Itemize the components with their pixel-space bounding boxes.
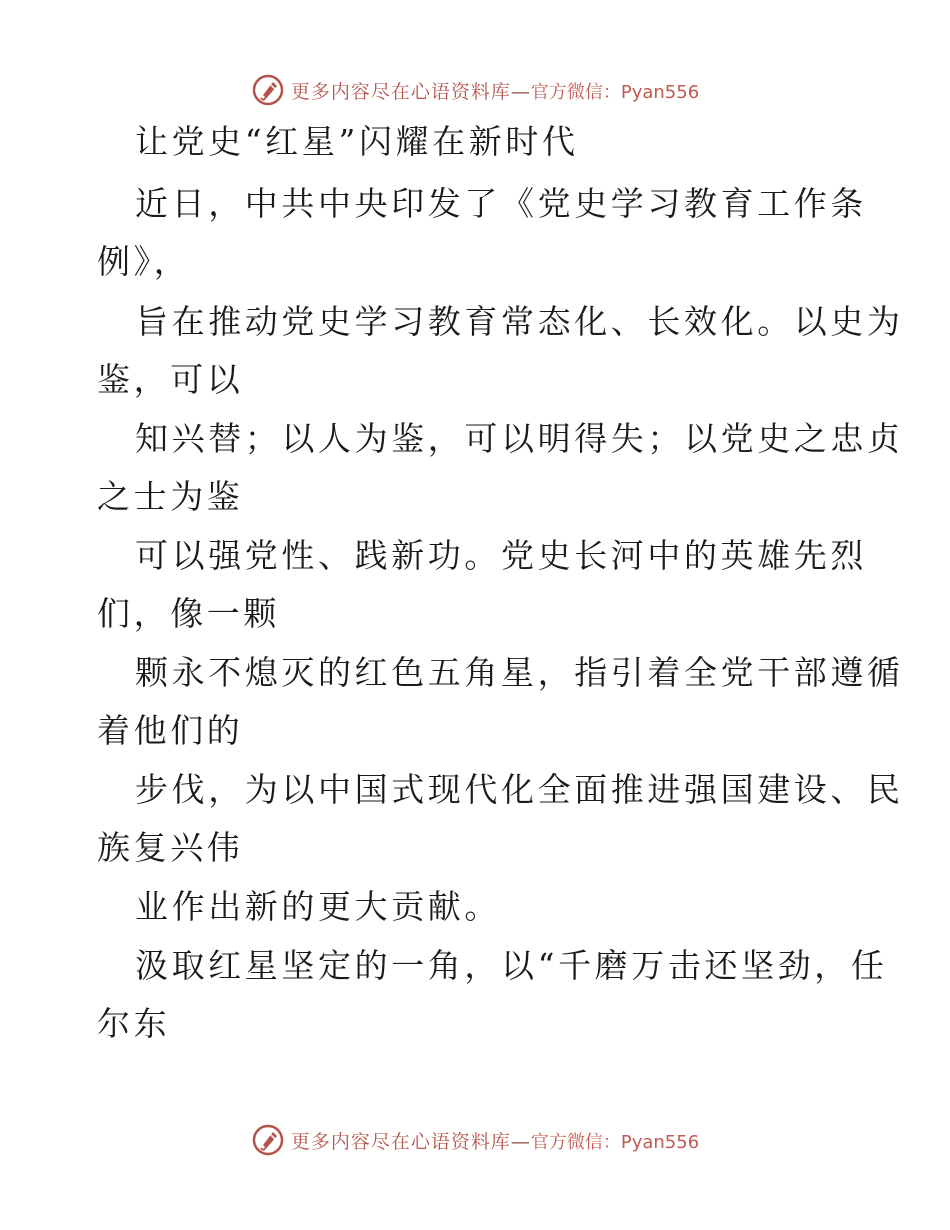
paragraph-line: 着他们的 bbox=[97, 711, 244, 750]
paragraph-line: 族复兴伟 bbox=[97, 828, 244, 867]
header-banner-title: 更多内容尽在心语资料库 bbox=[290, 80, 511, 103]
footer-banner-dash: — bbox=[510, 1130, 531, 1153]
paragraph-line: 颗永不熄灭的红色五角星，指引着全党干部遵循 bbox=[135, 653, 904, 692]
paragraph-line: 之士为鉴 bbox=[97, 477, 244, 516]
paragraph-line: 知兴替；以人为鉴，可以明得失；以党史之忠贞 bbox=[135, 419, 904, 458]
paragraph-line: 鉴，可以 bbox=[97, 360, 244, 399]
header-banner-dash: — bbox=[510, 80, 531, 103]
pen-logo-icon bbox=[251, 1123, 285, 1157]
paragraph-line: 可以强党性、践新功。党史长河中的英雄先烈 bbox=[135, 536, 867, 575]
paragraph-line: 业作出新的更大贡献。 bbox=[135, 887, 501, 926]
footer-banner-wechat: 官方微信：Pyan556 bbox=[530, 1131, 700, 1153]
pen-logo-icon bbox=[251, 73, 285, 107]
header-banner bbox=[0, 70, 950, 110]
paragraph-line: 汲取红星坚定的一角，以“千磨万击还坚劲，任 bbox=[135, 946, 888, 985]
footer-banner-text bbox=[291, 1127, 699, 1154]
paragraph-line: 尔东 bbox=[97, 1004, 171, 1043]
paragraph-line: 近日，中共中央印发了《党史学习教育工作条 bbox=[135, 184, 867, 223]
header-banner-text bbox=[291, 77, 699, 104]
paragraph-line: 例》， bbox=[97, 242, 191, 281]
paragraph-line: 旨在推动党史学习教育常态化、长效化。以史为 bbox=[135, 302, 904, 341]
paragraph-line: 步伐，为以中国式现代化全面推进强国建设、民 bbox=[135, 770, 904, 809]
paragraph-line: 们，像一颗 bbox=[97, 594, 280, 633]
footer-banner-title: 更多内容尽在心语资料库 bbox=[290, 1130, 511, 1153]
footer-banner bbox=[0, 1120, 950, 1160]
document-title: 让党史“红星”闪耀在新时代 bbox=[135, 122, 579, 161]
header-banner-wechat: 官方微信：Pyan556 bbox=[530, 81, 700, 103]
